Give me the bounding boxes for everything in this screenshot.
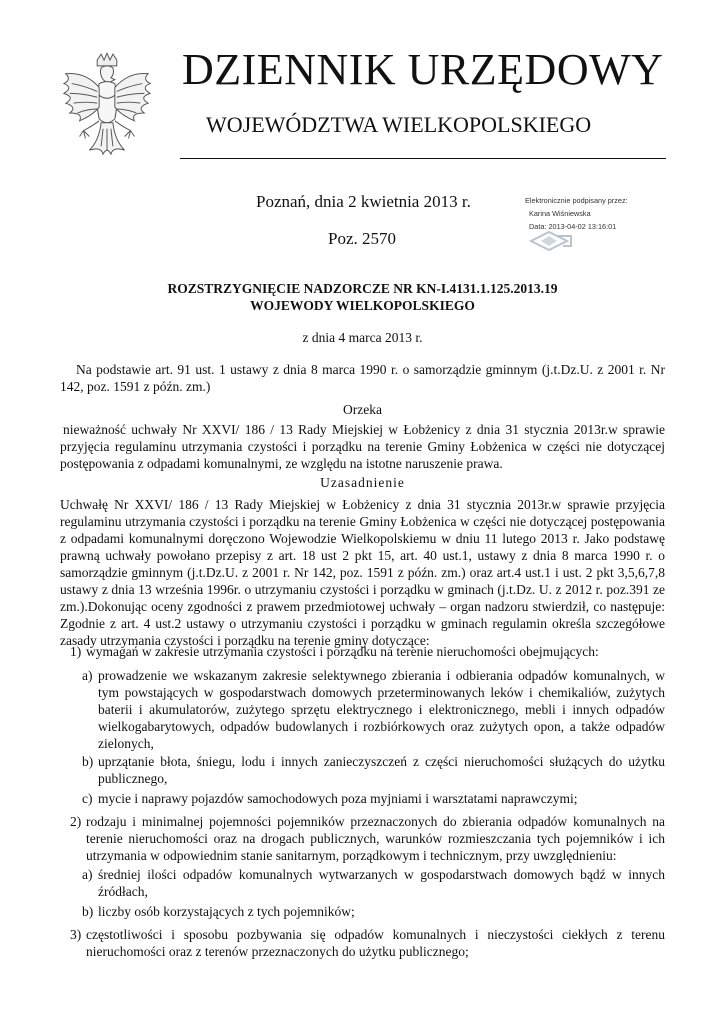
list-item-text: rodzaju i minimalnej pojemności pojemników przeznaczonych do zbierania odpadów komunalnych na terenie nieruchomości oraz na drogach publicznych, warunków rozmieszczania tych pojemników i ich utrzymania w odpowiednim stanie sanitarnym, porządkowym i technicznym, przy uwzględnieniu: [86, 814, 665, 863]
signature-signer: Karina Wiśniewska [529, 209, 591, 218]
list-item [82, 790, 665, 807]
list-item [82, 903, 665, 920]
list-item-text: liczby osób korzystających z tych pojemników; [98, 904, 355, 919]
list-item [82, 753, 665, 787]
list-item [70, 926, 665, 960]
list-item-label: 2) [70, 814, 82, 829]
electronic-signature [525, 196, 705, 256]
journal-title: DZIENNIK URZĘDOWY [182, 45, 664, 94]
list-item-label: c) [82, 791, 93, 806]
list-item-text: średniej ilości odpadów komunalnych wytwarzanych w gospodarstwach domowych bądź w innych źródłach, [98, 867, 665, 899]
journal-subtitle: WOJEWÓDZTWA WIELKOPOLSKIEGO [206, 112, 592, 137]
document-issuer: WOJEWODY WIELKOPOLSKIEGO [250, 298, 475, 313]
list-item-text: prowadzenie we wskazanym zakresie selektywnego zbierania i odbierania odpadów komunalnych, w tym powstających w gospodarstwach domowych przeterminowanych leków i chemikaliów, zużytych baterii i akumulatorów, zużytego sprzętu elektrycznego i elektronicznego, mebli i innych odpadów wielkogabarytowych, odpadów budowlanych i rozbiórkowych oraz zużytych opon, a także odpadów zielonych, [98, 668, 665, 751]
justification-heading: Uzasadnienie [320, 475, 405, 490]
list-item-text: mycie i naprawy pojazdów samochodowych poza myjniami i warsztatami naprawczymi; [98, 791, 578, 806]
list-item [82, 667, 665, 752]
list-item [82, 866, 665, 900]
list-item [70, 643, 665, 660]
list-item-text: częstotliwości i sposobu pozbywania się odpadów komunalnych i nieczystości ciekłych z terenu nieruchomości oraz z terenów przeznaczonych do użytku publicznego; [86, 927, 665, 959]
decision-text: nieważność uchwały Nr XXVI/ 186 / 13 Rady Miejskiej w Łobżenicy z dnia 31 stycznia 2013r.w sprawie przyjęcia regulaminu utrzymania czystości i porządku na terenie Gminy Łobżenica w części nie dotyczącej postępowania z odpadami komunalnymi, ze względu na istotne naruszenie prawa. [60, 422, 665, 471]
signature-date: Data: 2013-04-02 13:16:01 [529, 222, 617, 231]
list-item [70, 813, 665, 864]
position-number: Poz. 2570 [328, 229, 396, 248]
signature-stamp-icon [527, 230, 591, 252]
document-title: ROZSTRZYGNIĘCIE NADZORCZE NR KN-I.4131.1.125.2013.19 [167, 281, 558, 296]
list-item-label: b) [82, 754, 94, 769]
justification-text: Uchwałę Nr XXVI/ 186 / 13 Rady Miejskiej w Łobżenicy z dnia 31 stycznia 2013r.w sprawie przyjęcia regulaminu utrzymania czystości i porządku na terenie Gminy Łobżenica w części nie dotyczącej postępowania z odpadami komunalnymi doręczono Wojewodzie Wielkopolskiemu w dniu 11 lutego 2013 r. Jako podstawę prawną uchwały powołano przepisy z art. 18 ust 2 pkt 15, art. 40 ust.1, ustawy z dnia 8 marca 1990 r. o samorządzie gminnym (j.t.Dz.U. z 2001 r. Nr 142, poz. 1591 z późn. zm.) oraz art.4 ust.1 i ust. 2 pkt 3,5,6,7,8 ustawy z dnia 13 września 1996r. o utrzymaniu czystości i porządku w gminach (j.t.Dz. U. z 2012 r. poz.391 ze zm.).Dokonując oceny zgodności z prawem przedmiotowej uchwały – organ nadzoru stwierdził, co następuje: Zgodnie z art. 4 ust.2 ustawy o utrzymaniu czystości i porządku w gminach regulamin określa szczegółowe zasady utrzymania czystości i porządku na terenie gminy dotyczące: [60, 497, 665, 648]
legal-basis: Na podstawie art. 91 ust. 1 ustawy z dnia 8 marca 1990 r. o samorządzie gminnym (j.t.Dz.U. z 2001 r. Nr 142, poz. 1591 z późn. zm.) [60, 362, 665, 394]
list-item-label: b) [82, 904, 94, 919]
list-item-label: a) [82, 668, 93, 683]
list-item-label: 1) [70, 644, 82, 659]
publication-place-date: Poznań, dnia 2 kwietnia 2013 r. [256, 192, 471, 211]
header-divider [180, 158, 666, 159]
document-date: z dnia 4 marca 2013 r. [302, 330, 423, 345]
polish-eagle-emblem-icon [58, 52, 156, 170]
list-item-text: wymagań w zakresie utrzymania czystości i porządku na terenie nieruchomości obejmujących: [86, 644, 599, 659]
signature-label: Elektronicznie podpisany przez: [525, 196, 628, 205]
decision-heading: Orzeka [343, 402, 382, 417]
list-item-text: uprzątanie błota, śniegu, lodu i innych zanieczyszczeń z części nieruchomości służących do użytku publicznego, [98, 754, 665, 786]
list-item-label: 3) [70, 927, 82, 942]
list-item-label: a) [82, 867, 93, 882]
